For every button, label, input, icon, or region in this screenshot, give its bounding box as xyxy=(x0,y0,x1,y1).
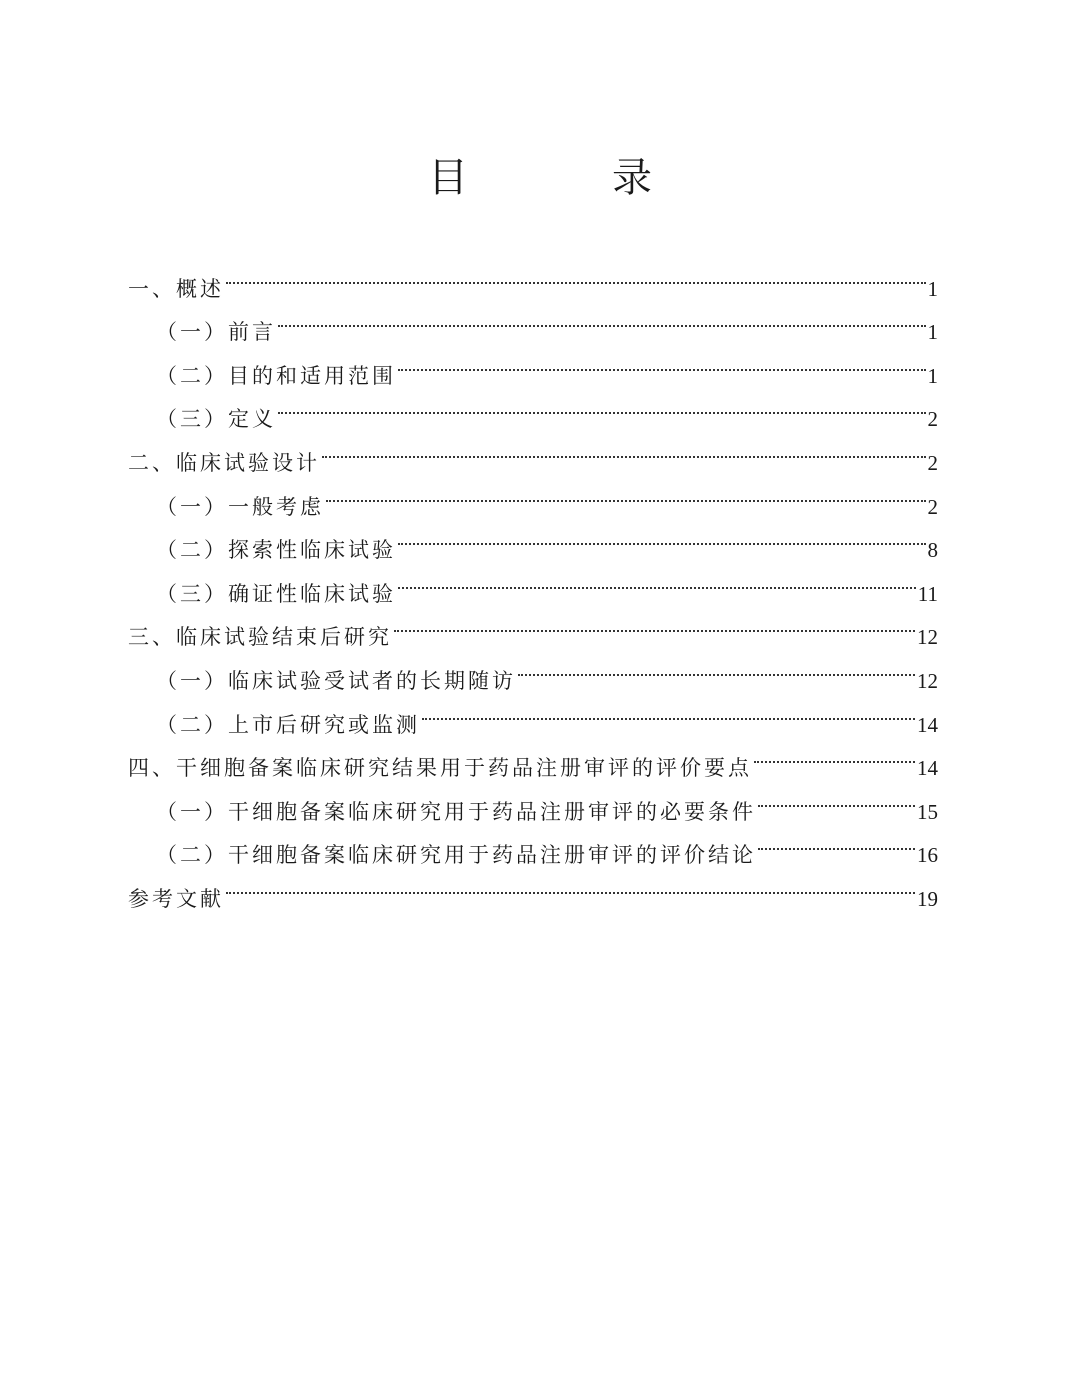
toc-page-number: 14 xyxy=(917,756,938,781)
toc-page-number: 8 xyxy=(927,538,938,563)
toc-page-number: 1 xyxy=(927,363,938,388)
toc-entry-label: 参考文献 xyxy=(128,886,224,911)
toc-page-number: 2 xyxy=(927,407,938,432)
toc-page-number: 1 xyxy=(927,320,938,345)
toc-leader-dots xyxy=(398,339,926,383)
toc-leader-dots xyxy=(278,296,926,340)
toc-entry-label: （二）探索性临床试验 xyxy=(156,538,396,563)
toc-entry-label: （一）临床试验受试者的长期随访 xyxy=(156,668,516,693)
toc-page-number: 19 xyxy=(917,886,938,911)
toc-leader-dots xyxy=(278,383,926,427)
toc-leader-dots xyxy=(398,514,926,558)
toc-entry-label: 三、临床试验结束后研究 xyxy=(128,625,392,650)
page-title: 目 录 xyxy=(428,155,704,201)
toc-leader-dots xyxy=(394,601,915,645)
toc-page-number: 14 xyxy=(917,712,938,737)
toc-leader-dots xyxy=(398,557,916,601)
toc-entry[interactable] xyxy=(128,862,938,911)
toc-leader-dots xyxy=(754,732,915,776)
toc-entry[interactable] xyxy=(128,252,938,301)
toc-entry-label: 四、干细胞备案临床研究结果用于药品注册审评的评价要点 xyxy=(128,756,752,781)
toc-entry-label: 一、概述 xyxy=(128,276,224,301)
toc-leader-dots xyxy=(422,688,915,732)
toc-leader-dots xyxy=(322,426,926,470)
toc-entry-label: （三）确证性临床试验 xyxy=(156,581,396,606)
toc-page-number: 12 xyxy=(917,625,938,650)
toc-entry-label: （一）干细胞备案临床研究用于药品注册审评的必要条件 xyxy=(156,799,756,824)
toc-leader-dots xyxy=(326,470,926,514)
toc-page-number: 2 xyxy=(927,494,938,519)
toc-page-number: 12 xyxy=(917,668,938,693)
toc-leader-dots xyxy=(758,819,915,863)
toc-page-number: 2 xyxy=(927,450,938,475)
toc-page-number: 15 xyxy=(917,799,938,824)
toc-leader-dots xyxy=(758,775,915,819)
toc-entry-label: （三）定义 xyxy=(156,407,276,432)
toc-entry[interactable] xyxy=(128,296,938,345)
toc-leader-dots xyxy=(226,862,915,906)
toc-leader-dots xyxy=(518,644,915,688)
toc-entry-label: 二、临床试验设计 xyxy=(128,450,320,475)
toc-entry-label: （一）一般考虑 xyxy=(156,494,324,519)
toc-entry-label: （一）前言 xyxy=(156,320,276,345)
toc-page-number: 16 xyxy=(917,843,938,868)
table-of-contents xyxy=(128,252,938,911)
toc-page-number: 1 xyxy=(927,276,938,301)
toc-page-number: 11 xyxy=(917,581,938,606)
toc-entry-label: （二）上市后研究或监测 xyxy=(156,712,420,737)
toc-entry-label: （二）目的和适用范围 xyxy=(156,363,396,388)
toc-entry-label: （二）干细胞备案临床研究用于药品注册审评的评价结论 xyxy=(156,843,756,868)
toc-leader-dots xyxy=(226,252,926,296)
